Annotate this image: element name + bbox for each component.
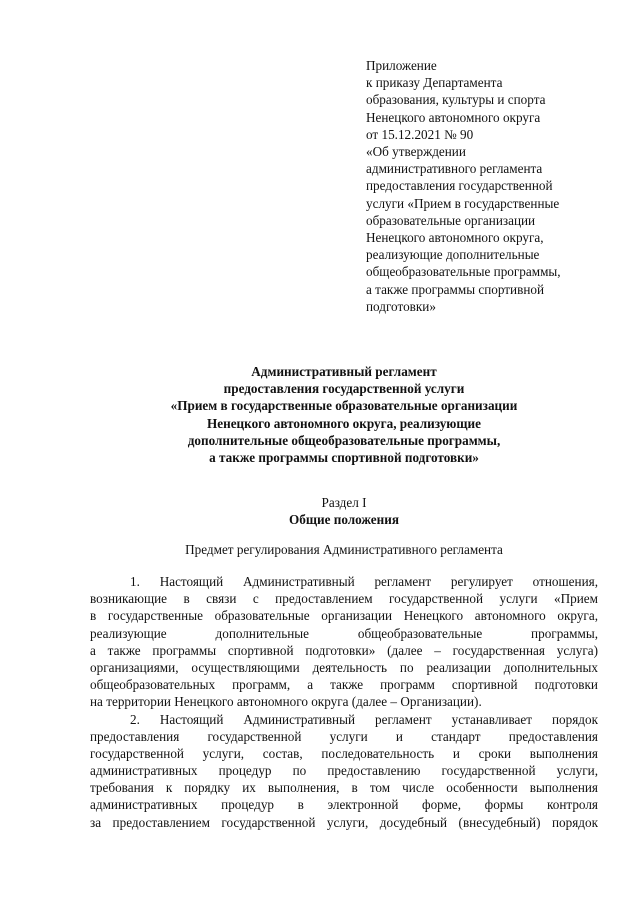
appendix-line: образования, культуры и спорта <box>366 92 546 108</box>
appendix-line: реализующие дополнительные <box>366 247 540 263</box>
appendix-line: образовательные организации <box>366 212 536 228</box>
paragraph-1-line: возникающие в связи с предоставлением государственной услуги «Прием <box>90 591 598 607</box>
appendix-line: подготовки» <box>366 298 436 314</box>
subject-heading: Предмет регулирования Административного регламента <box>185 542 503 557</box>
appendix-line: а также программы спортивной <box>366 281 545 297</box>
section-label: Раздел I <box>321 495 367 510</box>
paragraph-2-line: предоставления государственной услуги и стандарт предоставления <box>90 728 598 744</box>
paragraph-1-line: в государственные образовательные организации Ненецкого автономного округа, <box>90 608 598 624</box>
paragraph-2-line: административных процедур в электронной форме, формы контроля <box>90 797 598 813</box>
appendix-line: предоставления государственной <box>366 178 553 194</box>
paragraph-2-line: требования к порядку их выполнения, в том числе особенности выполнения <box>90 780 598 796</box>
appendix-line: услуги «Прием в государственные <box>366 195 560 211</box>
section-title: Общие положения <box>289 512 399 527</box>
title-line: Административный регламент <box>251 364 437 379</box>
paragraph-2-line: за предоставлением государственной услуги, досудебный (внесудебный) порядок <box>90 814 598 830</box>
title-line: дополнительные общеобразовательные программы, <box>187 432 501 448</box>
appendix-line: Ненецкого автономного округа, <box>366 230 544 246</box>
paragraph-1-line: реализующие дополнительные общеобразовательные программы, <box>90 625 598 641</box>
appendix-line: общеобразовательные программы, <box>366 264 561 280</box>
paragraph-1-line: на территории Ненецкого автономного округа (далее – Организации). <box>90 694 482 710</box>
paragraph-1-line: общеобразовательных программ, а также программ спортивной подготовки <box>90 677 598 693</box>
appendix-line: от 15.12.2021 № 90 <box>366 126 474 142</box>
paragraph-2-line: административных процедур по предоставлению государственной услуги, <box>90 763 598 779</box>
paragraph-1-line: 1. Настоящий Административный регламент регулирует отношения, <box>130 574 598 589</box>
appendix-block <box>366 57 616 315</box>
title-line: предоставления государственной услуги <box>223 381 465 397</box>
appendix-line: Ненецкого автономного округа <box>366 109 541 125</box>
appendix-line: «Об утверждении <box>366 144 466 160</box>
appendix-line: к приказу Департамента <box>366 75 503 91</box>
title-line: Ненецкого автономного округа, реализующие <box>207 415 481 431</box>
paragraph-2-line: государственной услуги, состав, последовательность и сроки выполнения <box>90 745 598 761</box>
appendix-line: административного регламента <box>366 161 543 177</box>
paragraph-1-line: организациями, осуществляющими деятельность по реализации дополнительных <box>90 659 598 675</box>
document-title <box>90 363 598 466</box>
paragraph-2-line: 2. Настоящий Административный регламент устанавливает порядок <box>130 711 598 727</box>
paragraph-1-line: а также программы спортивной подготовки» (далее – государственная услуга) <box>90 642 598 658</box>
title-line: а также программы спортивной подготовки» <box>209 450 479 466</box>
body-text <box>90 573 598 831</box>
title-line: «Прием в государственные образовательные организации <box>170 398 518 414</box>
appendix-line: Приложение <box>366 58 437 73</box>
